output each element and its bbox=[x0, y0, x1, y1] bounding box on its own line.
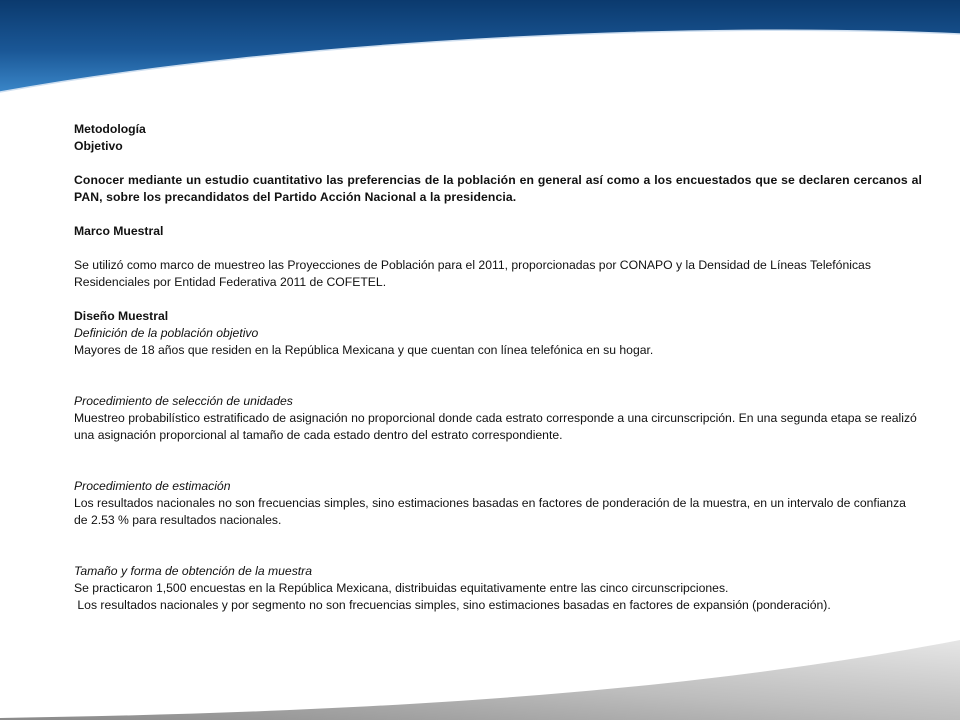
tamano-text-1: Se practicaron 1,500 encuestas en la República Mexicana, distribuidas equitativamente entre las cinco circunscripciones. bbox=[74, 581, 729, 595]
objetivo-text: Conocer mediante un estudio cuantitativo las preferencias de la población en general así como a los encuestados que se declaren cercanos al PAN, sobre los precandidatos del Partido Acción Nacional a la presidencia. bbox=[74, 173, 922, 204]
seleccion-text: Muestreo probabilístico estratificado de asignación no proporcional donde cada estrato corresponde a una circunscripción. En una segunda etapa se realizó una asignación proporcional al tamaño de cada estado dentro del estrato correspondiente. bbox=[74, 411, 917, 442]
marco-label: Marco Muestral bbox=[74, 224, 164, 238]
top-decorative-band bbox=[0, 0, 960, 100]
tamano-label: Tamaño y forma de obtención de la muestra bbox=[74, 564, 313, 578]
doc-heading: Metodología bbox=[74, 122, 146, 136]
poblacion-text: Mayores de 18 años que residen en la República Mexicana y que cuentan con línea telefónica en su hogar. bbox=[74, 343, 654, 357]
marco-text: Se utilizó como marco de muestreo las Proyecciones de Población para el 2011, proporcionadas por CONAPO y la Densidad de Líneas Telefónicas Residenciales por Entidad Federativa 2011 de COFETEL. bbox=[74, 258, 871, 289]
seleccion-label: Procedimiento de selección de unidades bbox=[74, 394, 293, 408]
objetivo-label: Objetivo bbox=[74, 139, 123, 153]
poblacion-label: Definición de la población objetivo bbox=[74, 326, 259, 340]
bottom-decorative-band bbox=[0, 620, 960, 720]
diseno-label: Diseño Muestral bbox=[74, 309, 169, 323]
estimacion-label: Procedimiento de estimación bbox=[74, 479, 231, 493]
estimacion-text: Los resultados nacionales no son frecuencias simples, sino estimaciones basadas en factores de ponderación de la muestra, en un intervalo de confianza de 2.53 % para resultados nacionales. bbox=[74, 496, 906, 527]
methodology-document bbox=[74, 121, 922, 614]
tamano-text-2: Los resultados nacionales y por segmento no son frecuencias simples, sino estimaciones basadas en factores de expansión (ponderación). bbox=[74, 598, 831, 612]
